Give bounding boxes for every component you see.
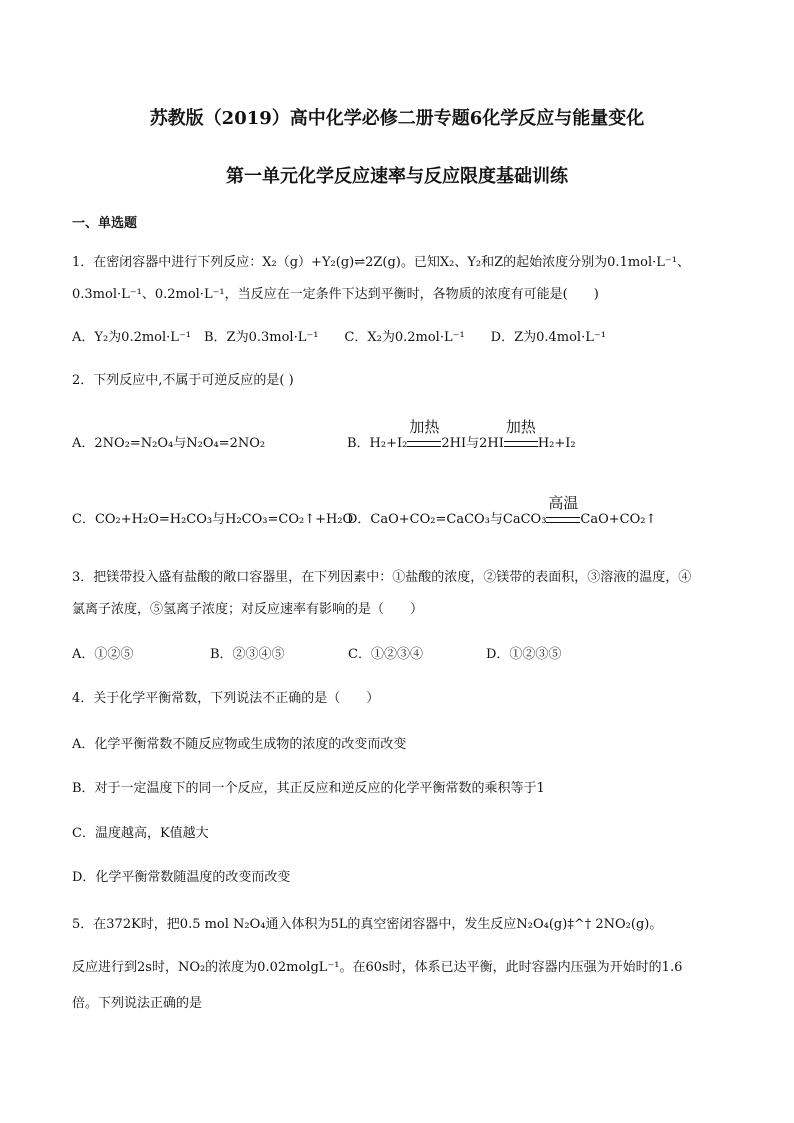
q2-stem: 2．下列反应中,不属于可逆反应的是( ) <box>72 373 294 388</box>
q2-option-d-part1: D．CaO+CO₂=CaCO₃与CaCO₃ <box>347 512 547 527</box>
section-heading: 一、单选题 <box>72 216 138 231</box>
q2-option-b-part3: H₂+I₂ <box>537 436 576 451</box>
q3-stem-line1: 3．把镁带投入盛有盐酸的敞口容器里，在下列因素中：①盐酸的浓度，②镁带的表面积，③溶液的温度，④ <box>72 570 692 585</box>
q3-stem-line2: 氯离子浓度，⑤氢离子浓度；对反应速率有影响的是（ ） <box>72 602 424 617</box>
q2-option-b-part2: 2HI与2HI <box>441 436 504 451</box>
high-temp-label: 高温 <box>548 494 579 512</box>
q1-stem-line1: 1．在密闭容器中进行下列反应：X₂（g）+Y₂(g)⇌2Z(g)。已知X₂、Y₂和Z的起始浓度分别为0.1mol·L⁻¹、 <box>72 255 690 270</box>
q5-stem-line2: 反应进行到2s时，NO₂的浓度为0.02molgL⁻¹。在60s时，体系已达平衡，此时容器内压强为开始时的1.6 <box>72 960 683 975</box>
q3-option-a: A．①②⑤ <box>72 647 134 662</box>
high-temp-condition-arrow <box>546 494 580 527</box>
q3-option-b: B．②③④⑤ <box>210 647 285 662</box>
heat-condition-arrow-1 <box>407 418 441 451</box>
q2-option-c: C．CO₂+H₂O=H₂CO₃与H₂CO₃=CO₂↑+H₂O <box>72 512 354 527</box>
q4-option-d: D．化学平衡常数随温度的改变而改变 <box>72 870 291 885</box>
q4-option-b: B．对于一定温度下的同一个反应，其正反应和逆反应的化学平衡常数的乘积等于1 <box>72 781 545 796</box>
q2-option-d-part2: CaO+CO₂↑ <box>580 512 657 527</box>
q4-stem: 4．关于化学平衡常数，下列说法不正确的是（ ） <box>72 691 380 706</box>
heat-label-2: 加热 <box>505 418 536 436</box>
q3-option-c: C．①②③④ <box>348 647 423 662</box>
heat-label-1: 加热 <box>409 418 440 436</box>
q1-options: A．Y₂为0.2mol·L⁻¹ B．Z为0.3mol·L⁻¹ C．X₂为0.2mol·L⁻¹ D．Z为0.4mol·L⁻¹ <box>72 330 606 345</box>
q2-option-d <box>347 494 657 527</box>
doc-subtitle: 第一单元化学反应速率与反应限度基础训练 <box>226 166 568 187</box>
doc-title: 苏教版（2019）高中化学必修二册专题6化学反应与能量变化 <box>149 108 645 129</box>
q2-option-a: A．2NO₂=N₂O₄与N₂O₄=2NO₂ <box>72 436 266 451</box>
q1-stem-line2: 0.3mol·L⁻¹、0.2mol·L⁻¹，当反应在一定条件下达到平衡时，各物质的浓度有可能是( ) <box>72 287 599 302</box>
q2-option-b <box>347 418 576 451</box>
q4-option-a: A．化学平衡常数不随反应物或生成物的浓度的改变而改变 <box>72 737 407 752</box>
q5-stem-line1: 5．在372K时，把0.5 mol N₂O₄通入体积为5L的真空密闭容器中，发生反应N₂O₄(g)‡^† 2NO₂(g)。 <box>72 917 663 932</box>
q2-option-b-part1: B．H₂+I₂ <box>347 436 408 451</box>
q5-stem-line3: 倍。下列说法正确的是 <box>72 996 203 1011</box>
q4-option-c: C．温度越高，K值越大 <box>72 826 209 841</box>
heat-condition-arrow-2 <box>504 418 538 451</box>
q3-option-d: D．①②③⑤ <box>486 647 562 662</box>
